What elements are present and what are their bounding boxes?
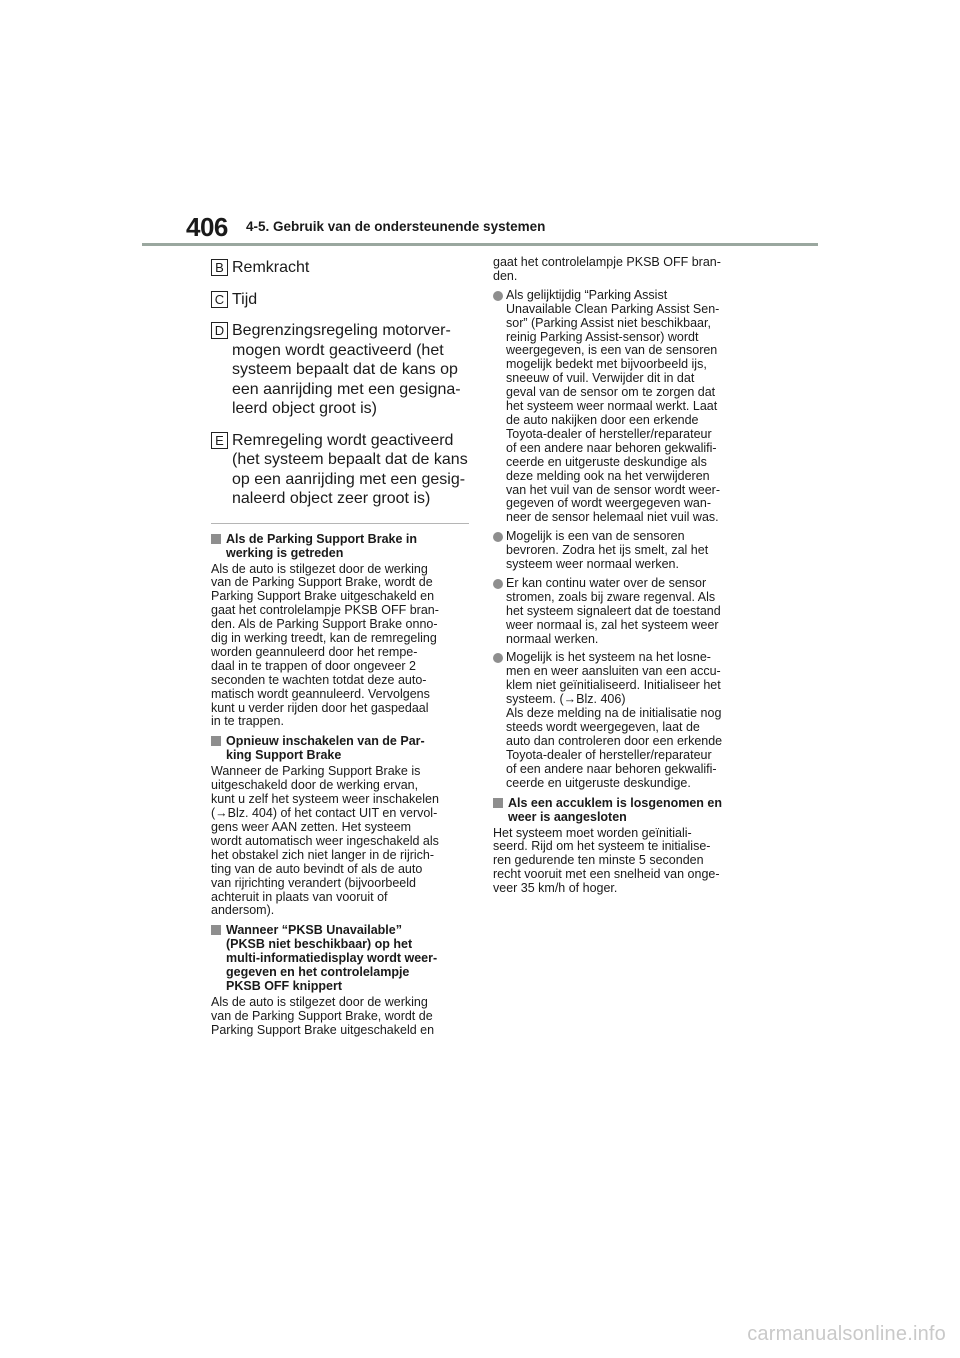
section-body-pksb-activated: Als de auto is stilgezet door de werking van de Parking Support Brake, wordt de Parking Support Brake uitgeschakeld en gaat het controlelampje PKSB OFF bran- den. Als de Parking Support Brake onno- dig in werking treedt, kan de remregeling worden geannuleerd door het rempe- daal in te trappen of door ongeveer 2 seconden te wachten totdat deze auto- matisch wordt geannuleerd. Vervolgens kunt u verder rijden door het gaspedaal in te trappen.: [211, 561, 439, 729]
section-heading-text: Wanneer “PKSB Unavailable” (PKSB niet beschikbaar) op het multi-informatiedisplay wordt weer- gegeven en het controlelampje PKSB OFF knippert: [226, 923, 438, 994]
section-title: 4-5. Gebruik van de ondersteunende systemen: [246, 219, 546, 234]
continuation-text: gaat het controlelampje PKSB OFF bran- den.: [493, 255, 721, 283]
round-bullet-icon: [493, 532, 503, 542]
legend-text-e: Remregeling wordt geactiveerd (het systeem bepaalt dat de kans op een aanrijding met een gesig- naleerd object zeer groot is): [232, 431, 468, 507]
bullet-item: [493, 289, 755, 525]
legend-text-b: Remkracht: [232, 259, 310, 276]
section-heading-text: Als de Parking Support Brake in werking is getreden: [226, 531, 418, 560]
left-column: [211, 258, 469, 1038]
page-number: 406: [186, 212, 228, 242]
bullet-item: [493, 530, 755, 572]
round-bullet-icon: [493, 291, 503, 301]
bullet-text: Mogelijk is het systeem na het losne- men en weer aansluiten van een accu- klem niet geïnitialiseerd. Initialiseer het systeem. (→Blz. 406) Als deze melding na de initialisatie nog steeds wordt weergegeven, laat de auto dan controleren door een erkende Toyota-dealer of hersteller/reparateur of een andere naar behoren gekwalifi- ceerde en uitgeruste deskundige.: [506, 650, 723, 790]
section-heading-battery: [493, 796, 755, 824]
section-heading-pksb-activated: [211, 532, 469, 560]
legend-item-d: [211, 321, 469, 419]
legend-text-d: Begrenzingsregeling motorver- mogen wordt geactiveerd (het systeem bepaalt dat de kans op een aanrijding met een gesigna- leerd object groot is): [232, 322, 461, 417]
section-body-battery: Het systeem moet worden geïnitiali- seerd. Rijd om het systeem te initialise- ren gedurende ten minste 5 seconden recht vooruit met een snelheid van onge- veer 35 km/h of hoger.: [493, 825, 720, 896]
legend-item-e: [211, 431, 469, 509]
bullet-text: Mogelijk is een van de sensoren bevroren. Zodra het ijs smelt, zal het systeem weer normaal werken.: [506, 529, 709, 572]
section-heading-text: Opnieuw inschakelen van de Par- king Support Brake: [226, 734, 425, 763]
legend-key-c: C: [211, 291, 228, 308]
legend-key-b: B: [211, 259, 228, 276]
legend-text-c: Tijd: [232, 290, 258, 308]
watermark-text: carmanualsonline.info: [747, 1323, 946, 1345]
section-heading-text: Als een accuklem is losgenomen en weer is aangesloten: [508, 795, 722, 824]
right-column: [493, 256, 755, 896]
round-bullet-icon: [493, 579, 503, 589]
square-bullet-icon: [211, 534, 221, 544]
section-body-reenable: Wanneer de Parking Support Brake is uitgeschakeld door de werking ervan, kunt u zelf het systeem weer inschakelen (→Blz. 404) of het contact UIT en vervol- gens weer AAN zetten. Het systeem wordt automatisch weer ingeschakeld als het obstakel zich niet langer in de rijrich- ting van de auto bevindt of als de auto van rijrichting verandert (bijvoorbeeld achteruit in plaats van vooruit of andersom).: [211, 764, 439, 918]
header-divider: [142, 243, 818, 246]
section-body-unavailable: Als de auto is stilgezet door de werking van de Parking Support Brake, wordt de Parking Support Brake uitgeschakeld en: [211, 995, 435, 1038]
round-bullet-icon: [493, 653, 503, 663]
legend-item-b: [211, 258, 469, 278]
bullet-item: [493, 651, 755, 790]
section-heading-unavailable: [211, 923, 469, 993]
section-divider: [211, 523, 469, 524]
square-bullet-icon: [211, 925, 221, 935]
bullet-text: Als gelijktijdig “Parking Assist Unavailable Clean Parking Assist Sen- sor” (Parking Assist niet beschikbaar, reinig Parking Assist-sensor) wordt weergegeven, is een van de sensoren mogelijk bedekt met bijvoorbeeld ijs, sneeuw of vuil. Verwijder dit in dat geval van de sensor om te zorgen dat het systeem weer normaal werkt. Laat de auto nakijken door een erkende Toyota-dealer of hersteller/reparateur of een andere naar behoren gekwalifi- ceerde en uitgeruste deskundige als deze melding ook na het verwijderen van het vuil van de sensor wordt weer- gegeven of wordt weergegeven wan- neer de sensor helemaal niet vuil was.: [506, 287, 720, 525]
bullet-item: [493, 577, 755, 647]
bullet-text: Er kan continu water over de sensor stromen, zoals bij zware regenval. Als het systeem signaleert dat de toestand weer normaal is, zal het systeem weer normaal werken.: [506, 575, 721, 646]
legend-key-d: D: [211, 322, 228, 339]
legend-key-e: E: [211, 432, 228, 449]
legend-item-c: [211, 290, 469, 310]
section-heading-reenable: [211, 734, 469, 762]
square-bullet-icon: [493, 798, 503, 808]
square-bullet-icon: [211, 736, 221, 746]
